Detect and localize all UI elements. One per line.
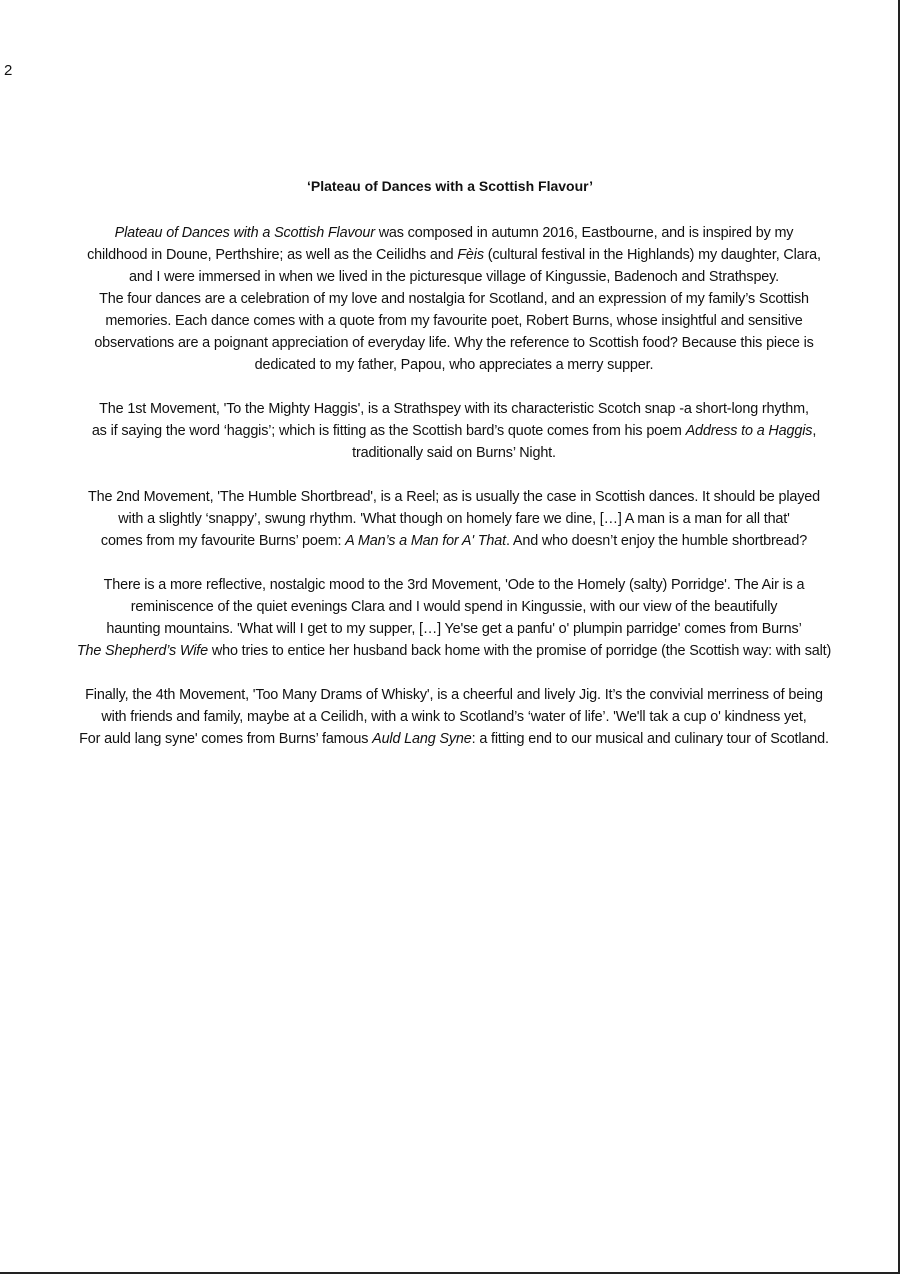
- text-run: Finally, the 4th Movement, 'Too Many Drams of Whisky', is a cheerful and lively Jig. It’s the convivial merriness of being: [85, 687, 823, 703]
- text-line: [10, 288, 898, 310]
- text-run: ,: [812, 423, 817, 439]
- text-run: and I were immersed in when we lived in the picturesque village of Kingussie, Badenoch and Strathspey.: [129, 269, 779, 285]
- text-run: : a fitting end to our musical and culinary tour of Scotland.: [471, 731, 829, 747]
- text-run: childhood in Doune, Perthshire; as well as the Ceilidhs and: [87, 247, 458, 263]
- text-run: with a slightly ‘snappy’, swung rhythm. 'What though on homely fare we dine, […] A man is a man for all that': [118, 511, 790, 527]
- text-line: [10, 508, 898, 530]
- text-line: [10, 596, 898, 618]
- text-run: . And who doesn’t enjoy the humble shortbread?: [505, 533, 808, 549]
- text-line: [10, 530, 898, 552]
- text-run: reminiscence of the quiet evenings Clara and I would spend in Kingussie, with our view of the beautifully: [130, 599, 778, 615]
- text-run: observations are a poignant appreciation of everyday life. Why the reference to Scottish food? Because this piece is: [94, 335, 814, 351]
- text-line: [10, 706, 898, 728]
- italic-title: Plateau of Dances with a Scottish Flavour: [114, 225, 375, 241]
- text-run: dedicated to my father, Papou, who appreciates a merry supper.: [254, 357, 654, 373]
- italic-title: Address to a Haggis: [685, 423, 813, 439]
- italic-title: A Man’s a Man for A' That: [345, 533, 506, 549]
- text-line: [10, 332, 898, 354]
- italic-title: Fèis: [457, 247, 484, 263]
- text-line: [10, 420, 898, 442]
- text-run: The 2nd Movement, 'The Humble Shortbread', is a Reel; as is usually the case in Scottish dances. It should be played: [87, 489, 821, 505]
- text-line: [10, 486, 898, 508]
- text-run: The 1st Movement, 'To the Mighty Haggis', is a Strathspey with its characteristic Scotch snap -a short-long rhythm,: [99, 401, 809, 417]
- text-run: memories. Each dance comes with a quote from my favourite poet, Robert Burns, whose insightful and sensitive: [105, 313, 803, 329]
- text-line: [10, 398, 898, 420]
- text-line: [10, 442, 898, 464]
- text-line: [10, 244, 898, 266]
- text-line: [10, 266, 898, 288]
- text-line: [10, 574, 898, 596]
- italic-title: The Shepherd’s Wife: [76, 643, 208, 659]
- paragraph-5: [10, 684, 898, 750]
- document-body: [10, 222, 898, 772]
- text-run: There is a more reflective, nostalgic mood to the 3rd Movement, 'Ode to the Homely (salty) Porridge'. The Air is a: [103, 577, 805, 593]
- text-run: haunting mountains. 'What will I get to my supper, […] Ye'se get a panfu' o' plumpin parridge' comes from Burns’: [106, 621, 802, 637]
- text-run: who tries to entice her husband back home with the promise of porridge (the Scottish way: with salt): [208, 643, 832, 659]
- paragraph-4: [10, 574, 898, 662]
- text-line: [10, 684, 898, 706]
- text-run: comes from my favourite Burns’ poem:: [100, 533, 346, 549]
- text-line: [10, 310, 898, 332]
- document-title: ‘Plateau of Dances with a Scottish Flavour’: [306, 178, 594, 194]
- text-line: [10, 618, 898, 640]
- text-line: [10, 354, 898, 376]
- page-number: 2: [4, 62, 13, 79]
- text-run: (cultural festival in the Highlands) my daughter, Clara,: [483, 247, 821, 263]
- text-line: [10, 222, 898, 244]
- text-run: For auld lang syne' comes from Burns’ famous: [79, 731, 373, 747]
- text-line: [10, 640, 898, 662]
- text-run: The four dances are a celebration of my love and nostalgia for Scotland, and an expression of my family’s Scottish: [99, 291, 809, 307]
- paragraph-1: [10, 222, 898, 376]
- text-run: was composed in autumn 2016, Eastbourne, and is inspired by my: [374, 225, 794, 241]
- paragraph-3: [10, 486, 898, 552]
- text-run: with friends and family, maybe at a Ceilidh, with a wink to Scotland’s ‘water of life’. 'We'll tak a cup o' kindness yet,: [101, 709, 807, 725]
- paragraph-2: [10, 398, 898, 464]
- text-run: traditionally said on Burns’ Night.: [352, 445, 556, 461]
- italic-title: Auld Lang Syne: [372, 731, 472, 747]
- text-line: [10, 728, 898, 750]
- text-run: as if saying the word ‘haggis’; which is fitting as the Scottish bard’s quote comes from his poem: [91, 423, 686, 439]
